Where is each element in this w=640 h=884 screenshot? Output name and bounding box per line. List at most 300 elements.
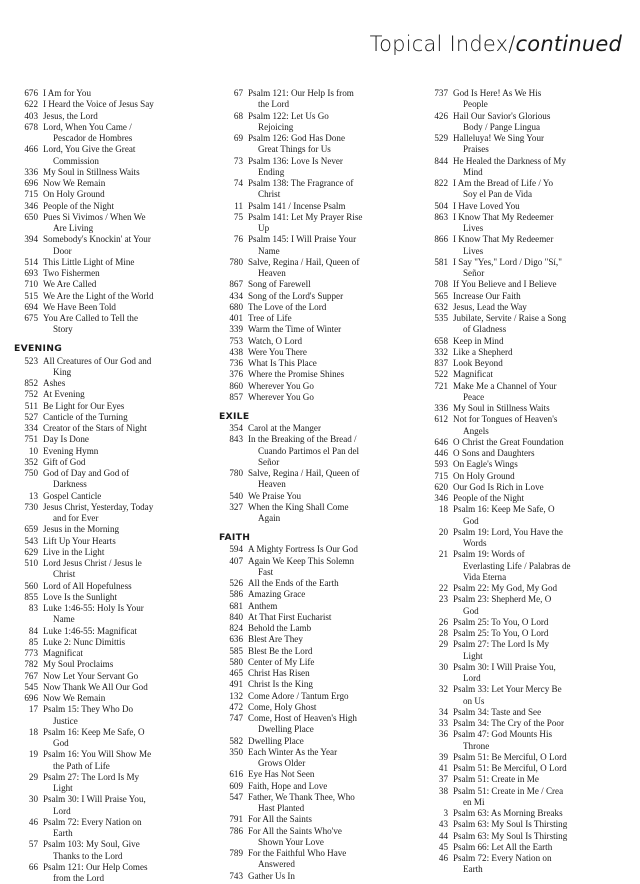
- index-entry[interactable]: [217, 781, 416, 792]
- index-entry[interactable]: [422, 291, 621, 302]
- index-entry[interactable]: [217, 257, 416, 280]
- entry-title-line: Anthem: [248, 600, 278, 611]
- entry-title: [453, 549, 621, 583]
- index-entry[interactable]: [12, 682, 211, 693]
- index-entry[interactable]: [12, 423, 211, 434]
- index-entry[interactable]: [217, 848, 416, 871]
- index-entry[interactable]: [217, 381, 416, 392]
- index-entry[interactable]: [12, 536, 211, 547]
- entry-title-line: Now We Remain: [43, 693, 106, 704]
- entry-number: 44: [438, 830, 448, 841]
- index-entry[interactable]: [422, 201, 621, 212]
- entry-title: [43, 302, 211, 313]
- index-entry[interactable]: [12, 412, 211, 423]
- entry-title-line: Psalm 25: To You, O Lord: [453, 616, 549, 627]
- index-entry[interactable]: [12, 401, 211, 412]
- entry-title: [453, 763, 621, 774]
- index-entry[interactable]: [217, 713, 416, 736]
- index-entry[interactable]: [422, 819, 621, 830]
- entry-title-line: Luke 2: Nunc Dimittis: [43, 636, 126, 647]
- entry-title-continuation: Fast: [258, 566, 274, 577]
- index-entry[interactable]: [12, 671, 211, 682]
- entry-title-line: Wherever You Go: [248, 391, 314, 402]
- entry-title-line: The Love of the Lord: [248, 301, 327, 312]
- entry-title: [43, 603, 211, 626]
- index-entry[interactable]: [422, 88, 621, 111]
- entry-title: [43, 581, 211, 592]
- entry-number: 18: [438, 504, 448, 515]
- index-entry[interactable]: [422, 504, 621, 527]
- entry-title: [453, 133, 621, 156]
- index-entry[interactable]: [217, 814, 416, 825]
- entry-title-line: Psalm 72: Every Nation on: [453, 853, 552, 863]
- index-entry[interactable]: [217, 556, 416, 579]
- index-entry[interactable]: [422, 156, 621, 179]
- index-entry[interactable]: [12, 626, 211, 637]
- entry-number: 401: [229, 313, 243, 323]
- entry-number: 332: [434, 346, 448, 357]
- entry-number: 824: [229, 623, 243, 634]
- entry-title: [43, 212, 211, 235]
- index-entry[interactable]: [217, 358, 416, 369]
- index-entry[interactable]: [12, 111, 211, 122]
- index-entry[interactable]: [217, 747, 416, 770]
- index-entry[interactable]: [217, 769, 416, 780]
- index-entry[interactable]: [12, 356, 211, 379]
- index-entry[interactable]: [217, 468, 416, 491]
- index-entry[interactable]: [422, 752, 621, 763]
- entry-title: [453, 819, 621, 830]
- index-entry[interactable]: [422, 594, 621, 617]
- index-entry[interactable]: [217, 679, 416, 690]
- entry-title-line: Somebody's Knockin' at Your: [43, 234, 151, 245]
- index-entry[interactable]: [217, 736, 416, 747]
- index-entry[interactable]: [422, 414, 621, 437]
- index-entry[interactable]: [422, 336, 621, 347]
- index-entry[interactable]: [217, 792, 416, 815]
- entry-title-line: Come, Holy Ghost: [248, 701, 317, 712]
- entry-title-line: Salve, Regina / Hail, Queen of: [248, 256, 360, 267]
- entry-title: [43, 693, 211, 704]
- index-entry[interactable]: [217, 491, 416, 502]
- index-entry[interactable]: [217, 369, 416, 380]
- index-entry[interactable]: [422, 302, 621, 313]
- entry-title-line: Christ Is the King: [248, 679, 313, 690]
- entry-title-line: Song of the Lord's Supper: [248, 290, 344, 301]
- entry-title: [43, 412, 211, 423]
- entry-number: 511: [24, 400, 38, 411]
- index-entry[interactable]: [422, 763, 621, 774]
- index-entry[interactable]: [422, 774, 621, 785]
- entry-title-line: Luke 1:46-55: Holy Is Your: [43, 603, 144, 614]
- entry-title: [43, 862, 211, 884]
- entry-number: 23: [438, 594, 448, 605]
- index-entry[interactable]: [12, 122, 211, 145]
- index-entry[interactable]: [217, 826, 416, 849]
- index-entry[interactable]: [422, 459, 621, 470]
- entry-title-line: We Are the Light of the World: [43, 290, 154, 301]
- entry-number: 581: [434, 256, 448, 267]
- index-entry[interactable]: [12, 167, 211, 178]
- entry-title: [453, 786, 621, 809]
- entry-title-line: You Are Called to Tell the: [43, 313, 139, 323]
- entry-number: 560: [24, 580, 38, 591]
- entry-title-continuation: Lives: [463, 223, 484, 233]
- entry-number: 29: [28, 771, 38, 782]
- entry-title-line: We Are Called: [43, 279, 97, 290]
- index-entry[interactable]: [422, 493, 621, 504]
- entry-title-line: Lord, You Give the Great: [43, 144, 136, 155]
- index-entry[interactable]: [12, 434, 211, 445]
- index-entry[interactable]: [217, 201, 416, 212]
- entry-title-continuation: Door: [53, 245, 72, 256]
- index-entry[interactable]: [422, 549, 621, 583]
- index-entry[interactable]: [422, 729, 621, 752]
- entry-number: 646: [434, 436, 448, 447]
- index-entry[interactable]: [12, 99, 211, 110]
- entry-title-line: Christ Has Risen: [248, 668, 310, 679]
- entry-title-continuation: Rejoicing: [258, 121, 294, 132]
- entry-title-line: I Have Loved You: [453, 200, 520, 211]
- index-entry[interactable]: [422, 786, 621, 809]
- index-entry[interactable]: [422, 707, 621, 718]
- index-entry[interactable]: [217, 336, 416, 347]
- index-entry[interactable]: [217, 291, 416, 302]
- index-entry[interactable]: [422, 808, 621, 819]
- index-entry[interactable]: [12, 772, 211, 795]
- entry-title: [43, 626, 211, 637]
- index-entry[interactable]: [217, 589, 416, 600]
- index-entry[interactable]: [12, 302, 211, 313]
- entry-title: [453, 583, 621, 594]
- entry-title: [453, 684, 621, 707]
- index-entry[interactable]: [12, 446, 211, 457]
- running-head-separator: /: [508, 32, 516, 56]
- index-entry[interactable]: [217, 434, 416, 468]
- entry-title: [43, 88, 211, 99]
- entry-number: 434: [229, 290, 243, 301]
- index-entry[interactable]: [422, 718, 621, 729]
- index-entry[interactable]: [217, 212, 416, 235]
- index-entry[interactable]: [217, 392, 416, 403]
- index-entry[interactable]: [217, 347, 416, 358]
- entry-number: 650: [24, 211, 38, 222]
- index-entry[interactable]: [422, 381, 621, 404]
- entry-title-line: O Christ the Great Foundation: [453, 436, 564, 447]
- entry-title-line: This Little Light of Mine: [43, 256, 135, 267]
- entry-title: [43, 536, 211, 547]
- index-entry[interactable]: [422, 234, 621, 257]
- index-entry[interactable]: [12, 378, 211, 389]
- index-entry[interactable]: [217, 502, 416, 525]
- entry-number: 45: [438, 841, 448, 852]
- entry-title: [248, 814, 416, 825]
- entry-title-continuation: and for Ever: [53, 513, 99, 524]
- index-entry[interactable]: [422, 471, 621, 482]
- index-entry[interactable]: [422, 111, 621, 134]
- entry-number: 37: [438, 774, 448, 785]
- entry-number: 547: [229, 791, 243, 802]
- running-head-continued: continued: [515, 32, 622, 56]
- index-entry[interactable]: [12, 524, 211, 535]
- entry-number: 41: [438, 763, 448, 773]
- index-entry[interactable]: [422, 583, 621, 594]
- index-entry[interactable]: [422, 212, 621, 235]
- index-entry[interactable]: [422, 527, 621, 550]
- index-entry[interactable]: [217, 156, 416, 179]
- entry-title-line: Eye Has Not Seen: [248, 769, 315, 780]
- entry-title-line: People of the Night: [43, 200, 114, 211]
- entry-title-line: My Soul in Stillness Waits: [43, 166, 140, 177]
- entry-title: [453, 459, 621, 470]
- index-entry[interactable]: [217, 234, 416, 257]
- index-entry[interactable]: [422, 482, 621, 493]
- index-entry[interactable]: [12, 603, 211, 626]
- index-entry[interactable]: [422, 313, 621, 336]
- index-entry[interactable]: [12, 178, 211, 189]
- entry-number: 843: [229, 434, 243, 445]
- entry-title: [248, 468, 416, 491]
- index-entry[interactable]: [12, 468, 211, 491]
- index-entry[interactable]: [217, 178, 416, 201]
- index-entry[interactable]: [217, 423, 416, 434]
- index-entry[interactable]: [12, 389, 211, 400]
- entry-number: 526: [229, 578, 243, 589]
- index-entry[interactable]: [12, 279, 211, 290]
- entry-title: [248, 133, 416, 156]
- entry-title: [43, 434, 211, 445]
- entry-title: [248, 871, 416, 882]
- entry-number: 43: [438, 819, 448, 830]
- entry-title-line: Psalm 63: My Soul Is Thirsting: [453, 819, 568, 830]
- index-entry[interactable]: [217, 691, 416, 702]
- index-entry[interactable]: [422, 684, 621, 707]
- index-entry[interactable]: [422, 178, 621, 201]
- entry-title: [248, 358, 416, 369]
- index-entry[interactable]: [217, 302, 416, 313]
- index-entry[interactable]: [12, 491, 211, 502]
- index-entry[interactable]: [422, 279, 621, 290]
- entry-title-line: A Mighty Fortress Is Our God: [248, 544, 358, 555]
- index-entry[interactable]: [422, 628, 621, 639]
- entry-number: 523: [24, 355, 38, 366]
- index-entry[interactable]: [422, 133, 621, 156]
- entry-number: 514: [24, 256, 38, 267]
- index-entry[interactable]: [12, 581, 211, 592]
- entry-title-line: Psalm 22: My God, My God: [453, 583, 558, 593]
- entry-title: [43, 749, 211, 772]
- entry-number: 752: [24, 389, 38, 400]
- index-entry[interactable]: [12, 457, 211, 468]
- entry-number: 407: [229, 555, 243, 566]
- entry-title-line: Magnificat: [453, 369, 493, 380]
- entry-title-line: At That First Eucharist: [248, 611, 332, 622]
- index-entry[interactable]: [12, 794, 211, 817]
- entry-number: 680: [229, 301, 243, 312]
- entry-number: 32: [438, 684, 448, 695]
- entry-title-continuation: Throne: [463, 740, 490, 751]
- entry-title: [248, 178, 416, 201]
- entry-number: 753: [229, 335, 243, 346]
- index-entry[interactable]: [217, 133, 416, 156]
- index-entry[interactable]: [12, 547, 211, 558]
- index-entry[interactable]: [217, 324, 416, 335]
- entry-number: 28: [438, 628, 448, 638]
- index-entry[interactable]: [217, 111, 416, 134]
- index-entry[interactable]: [217, 702, 416, 713]
- index-entry[interactable]: [422, 831, 621, 842]
- entry-number: 529: [434, 133, 448, 143]
- index-entry[interactable]: [217, 544, 416, 555]
- entry-title: [248, 381, 416, 392]
- entry-number: 844: [434, 155, 448, 166]
- entry-number: 334: [24, 423, 38, 434]
- index-entry[interactable]: [12, 201, 211, 212]
- index-entry[interactable]: [12, 592, 211, 603]
- entry-title-line: We Have Been Told: [43, 301, 116, 312]
- index-entry[interactable]: [422, 437, 621, 448]
- entry-title-line: Look Beyond: [453, 358, 503, 368]
- index-entry[interactable]: [12, 558, 211, 581]
- index-entry[interactable]: [12, 839, 211, 862]
- index-entry[interactable]: [12, 257, 211, 268]
- entry-title-continuation: Body / Pange Lingua: [463, 121, 541, 132]
- entry-number: 580: [229, 656, 243, 667]
- entry-title-continuation: Dwelling Place: [258, 724, 314, 735]
- index-entry[interactable]: [422, 347, 621, 358]
- entry-title: [248, 111, 416, 134]
- entry-title: [43, 201, 211, 212]
- index-entry[interactable]: [422, 358, 621, 369]
- index-entry[interactable]: [217, 88, 416, 111]
- index-entry[interactable]: [12, 817, 211, 840]
- index-entry[interactable]: [422, 448, 621, 459]
- entry-number: 586: [229, 589, 243, 600]
- entry-title: [248, 601, 416, 612]
- entry-title: [453, 403, 621, 414]
- entry-title-continuation: Words: [463, 538, 487, 548]
- index-entry[interactable]: [12, 659, 211, 670]
- index-entry[interactable]: [217, 578, 416, 589]
- index-entry[interactable]: [422, 403, 621, 414]
- entry-number: 743: [229, 870, 243, 881]
- entry-title-line: My Soul in Stillness Waits: [453, 403, 550, 413]
- index-entry[interactable]: [12, 234, 211, 257]
- entry-number: 866: [434, 234, 448, 245]
- entry-number: 438: [229, 346, 243, 357]
- index-entry[interactable]: [422, 842, 621, 853]
- entry-title-continuation: God: [463, 515, 479, 526]
- index-entry[interactable]: [217, 612, 416, 623]
- entry-number: 860: [229, 380, 243, 391]
- index-entry[interactable]: [12, 88, 211, 99]
- index-entry[interactable]: [422, 369, 621, 380]
- entry-number: 750: [24, 468, 38, 479]
- entry-number: 350: [229, 746, 243, 757]
- index-entry[interactable]: [12, 727, 211, 750]
- index-entry[interactable]: [422, 617, 621, 628]
- entry-number: 20: [438, 526, 448, 537]
- index-entry[interactable]: [217, 871, 416, 882]
- entry-title: [453, 504, 621, 527]
- index-entry[interactable]: [12, 749, 211, 772]
- index-entry[interactable]: [12, 144, 211, 167]
- index-entry[interactable]: [12, 648, 211, 659]
- entry-title-line: Not for Tongues of Heaven's: [453, 414, 558, 425]
- entry-title-continuation: Lord: [463, 673, 481, 683]
- index-columns: [12, 88, 628, 884]
- entry-title-continuation: Are Living: [53, 223, 94, 233]
- entry-title-line: Psalm 15: They Who Do: [43, 704, 134, 715]
- entry-number: 38: [438, 785, 448, 796]
- entry-number: 527: [24, 411, 38, 422]
- index-entry[interactable]: [12, 502, 211, 525]
- index-entry[interactable]: [217, 657, 416, 668]
- index-entry[interactable]: [12, 637, 211, 648]
- index-entry[interactable]: [217, 279, 416, 290]
- entry-title: [43, 167, 211, 178]
- index-entry[interactable]: [12, 313, 211, 336]
- index-entry[interactable]: [12, 704, 211, 727]
- entry-number: 855: [24, 591, 38, 602]
- entry-title-line: Psalm 145: I Will Praise Your: [248, 234, 357, 245]
- index-entry[interactable]: [12, 268, 211, 279]
- entry-title: [248, 781, 416, 792]
- entry-title-line: Blest Be the Lord: [248, 645, 313, 656]
- entry-number: 696: [24, 693, 38, 704]
- entry-title-continuation: God: [463, 605, 479, 616]
- entry-title: [453, 853, 621, 876]
- index-entry[interactable]: [422, 853, 621, 876]
- index-entry[interactable]: [217, 623, 416, 634]
- index-entry[interactable]: [12, 693, 211, 704]
- index-entry[interactable]: [422, 639, 621, 662]
- index-entry[interactable]: [12, 291, 211, 302]
- entry-title: [248, 747, 416, 770]
- entry-title-continuation: Light: [53, 783, 73, 794]
- entry-title: [453, 313, 621, 336]
- section-heading: EXILE: [219, 410, 250, 422]
- index-entry[interactable]: [12, 212, 211, 235]
- entry-number: 57: [28, 839, 38, 850]
- column-3: [422, 88, 627, 876]
- entry-number: 543: [24, 535, 38, 546]
- entry-title: [453, 437, 621, 448]
- entry-title-line: Psalm 16: You Will Show Me: [43, 749, 152, 760]
- index-entry[interactable]: [422, 662, 621, 685]
- entry-title: [248, 713, 416, 736]
- entry-number: 622: [24, 99, 38, 110]
- entry-number: 26: [438, 616, 448, 627]
- entry-title-line: Psalm 16: Keep Me Safe, O: [453, 504, 555, 515]
- entry-number: 472: [229, 701, 243, 712]
- index-entry[interactable]: [12, 862, 211, 884]
- entry-number: 681: [229, 600, 243, 611]
- index-entry[interactable]: [12, 189, 211, 200]
- entry-title-line: He Healed the Darkness of My: [453, 155, 566, 166]
- index-entry[interactable]: [217, 646, 416, 657]
- entry-title-line: If You Believe and I Believe: [453, 279, 557, 290]
- index-entry[interactable]: [217, 668, 416, 679]
- index-entry[interactable]: [422, 257, 621, 280]
- entry-title: [43, 637, 211, 648]
- entry-title-line: People of the Night: [453, 493, 524, 503]
- index-entry[interactable]: [217, 601, 416, 612]
- entry-title: [248, 691, 416, 702]
- index-entry[interactable]: [217, 634, 416, 645]
- entry-title: [248, 302, 416, 313]
- index-entry[interactable]: [217, 313, 416, 324]
